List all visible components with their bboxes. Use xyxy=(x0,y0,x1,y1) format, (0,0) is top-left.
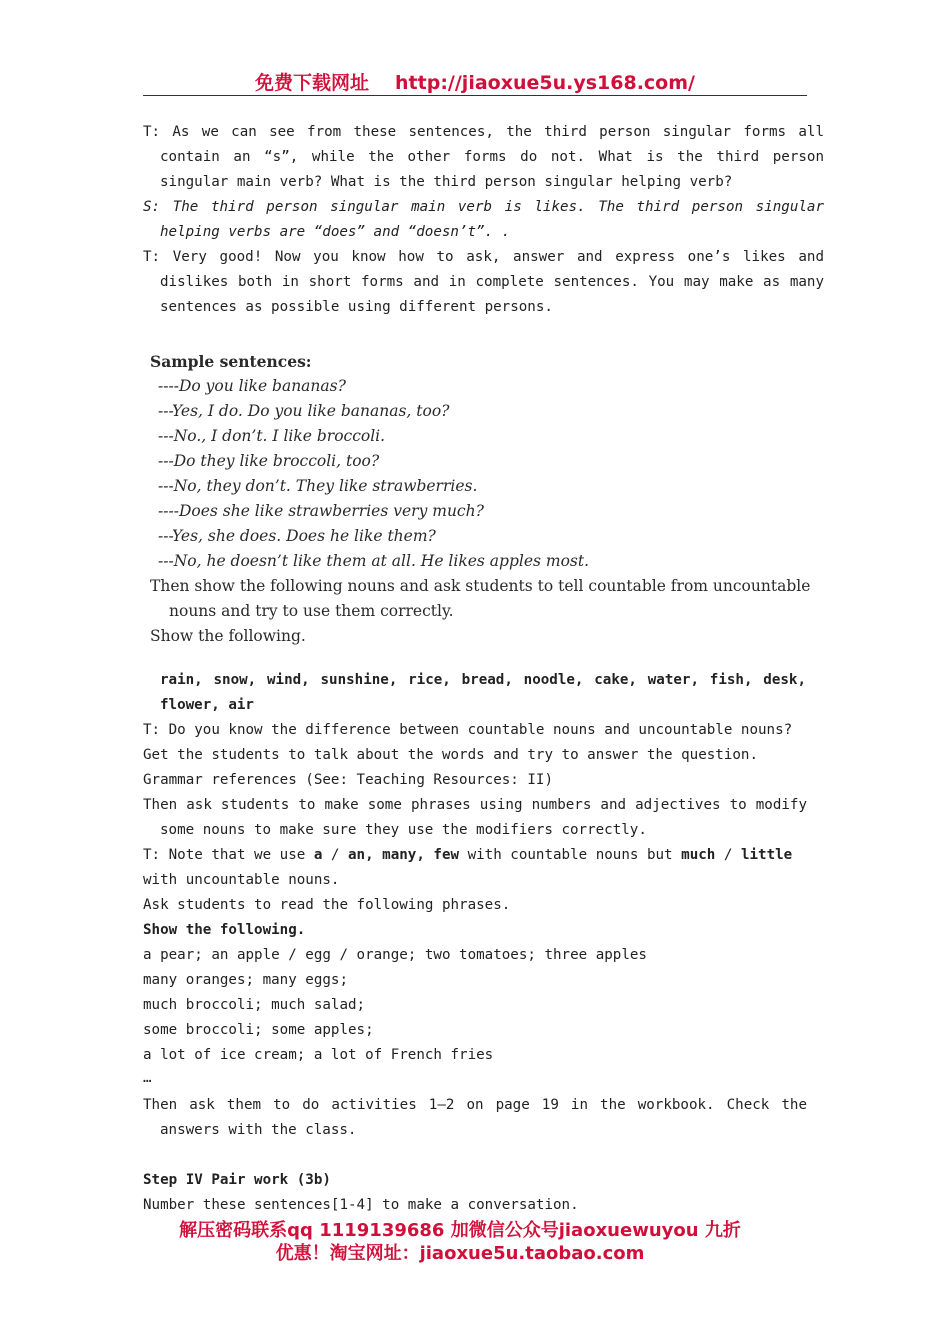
discussion-instruction: Get the students to talk about the words and try to answer the question. xyxy=(143,747,758,763)
sample-sentences-block xyxy=(150,349,820,649)
show-following-heading: Show the following. xyxy=(143,922,306,938)
read-phrases-instruction: Ask students to read the following phrases. xyxy=(143,897,511,913)
nouns-list: rain, snow, wind, sunshine, rice, bread, noodle, cake, water, fish, desk, flower, air xyxy=(160,672,806,713)
page-header xyxy=(143,68,807,96)
site-url[interactable]: http://jiaoxue5u.ys168.com/ xyxy=(395,72,695,94)
phrases-instruction: Then ask students to make some phrases using numbers and adjectives to modify some nouns to make sure they use the modifiers correctly. xyxy=(143,797,807,838)
sample-line: ----Do you like bananas? xyxy=(158,377,346,395)
modifier-note-continued: with uncountable nouns. xyxy=(143,872,340,888)
sample-line: ---No, he doesn’t like them at all. He likes apples most. xyxy=(158,552,590,570)
phrase-line: a lot of ice cream; a lot of French fries xyxy=(143,1047,494,1063)
student-answer-paragraph: S: The third person singular main verb is likes. The third person singular helping verbs are “does” and “doesn’t”. . xyxy=(143,199,824,240)
page-footer xyxy=(130,1219,790,1265)
sample-line: ---No., I don’t. I like broccoli. xyxy=(158,427,386,445)
phrase-line: many oranges; many eggs; xyxy=(143,972,348,988)
show-following-text: Show the following. xyxy=(150,627,306,645)
lesson-body xyxy=(143,718,807,1218)
footer-line-1: 解压密码联系qq 1119139686 加微信公众号jiaoxuewuyou 九折 xyxy=(179,1220,741,1241)
footer-line-2: 优惠！淘宝网址：jiaoxue5u.taobao.com xyxy=(275,1243,645,1264)
sample-line: ---Do they like broccoli, too? xyxy=(158,452,380,470)
workbook-instruction: Then ask them to do activities 1—2 on page 19 in the workbook. Check the answers with the class. xyxy=(143,1097,807,1138)
site-label: 免费下载网址 xyxy=(255,72,370,94)
sample-line: ---Yes, I do. Do you like bananas, too? xyxy=(158,402,450,420)
teacher-question-paragraph: T: As we can see from these sentences, the third person singular forms all contain an “s”, while the other forms do not. What is the third person singular main verb? What is the third person singular helping verb? xyxy=(143,124,824,190)
ellipsis: … xyxy=(143,1070,152,1086)
teacher-instruction-paragraph: T: Very good! Now you know how to ask, answer and express one’s likes and dislikes both in short forms and in complete sentences. You may make as many sentences as possible using different persons. xyxy=(143,249,824,315)
sample-title: Sample sentences: xyxy=(150,352,312,371)
then-show-text: Then show the following nouns and ask students to tell countable from uncountable nouns and try to use them correctly. xyxy=(150,577,811,620)
step-heading: Step IV Pair work (3b) xyxy=(143,1172,331,1188)
phrase-line: a pear; an apple / egg / orange; two tomatoes; three apples xyxy=(143,947,647,963)
phrase-line: some broccoli; some apples; xyxy=(143,1022,374,1038)
sample-line: ---No, they don’t. They like strawberries. xyxy=(158,477,478,495)
sample-line: ---Yes, she does. Does he like them? xyxy=(158,527,436,545)
difference-question: T: Do you know the difference between countable nouns and uncountable nouns? xyxy=(143,722,793,738)
phrase-line: much broccoli; much salad; xyxy=(143,997,366,1013)
sample-line: ----Does she like strawberries very much? xyxy=(158,502,484,520)
grammar-reference: Grammar references (See: Teaching Resources: II) xyxy=(143,772,553,788)
modifier-note: T: Note that we use a / an, many, few with countable nouns but much / little xyxy=(143,847,793,863)
conversation-instruction: Number these sentences[1-4] to make a conversation. xyxy=(143,1197,579,1213)
